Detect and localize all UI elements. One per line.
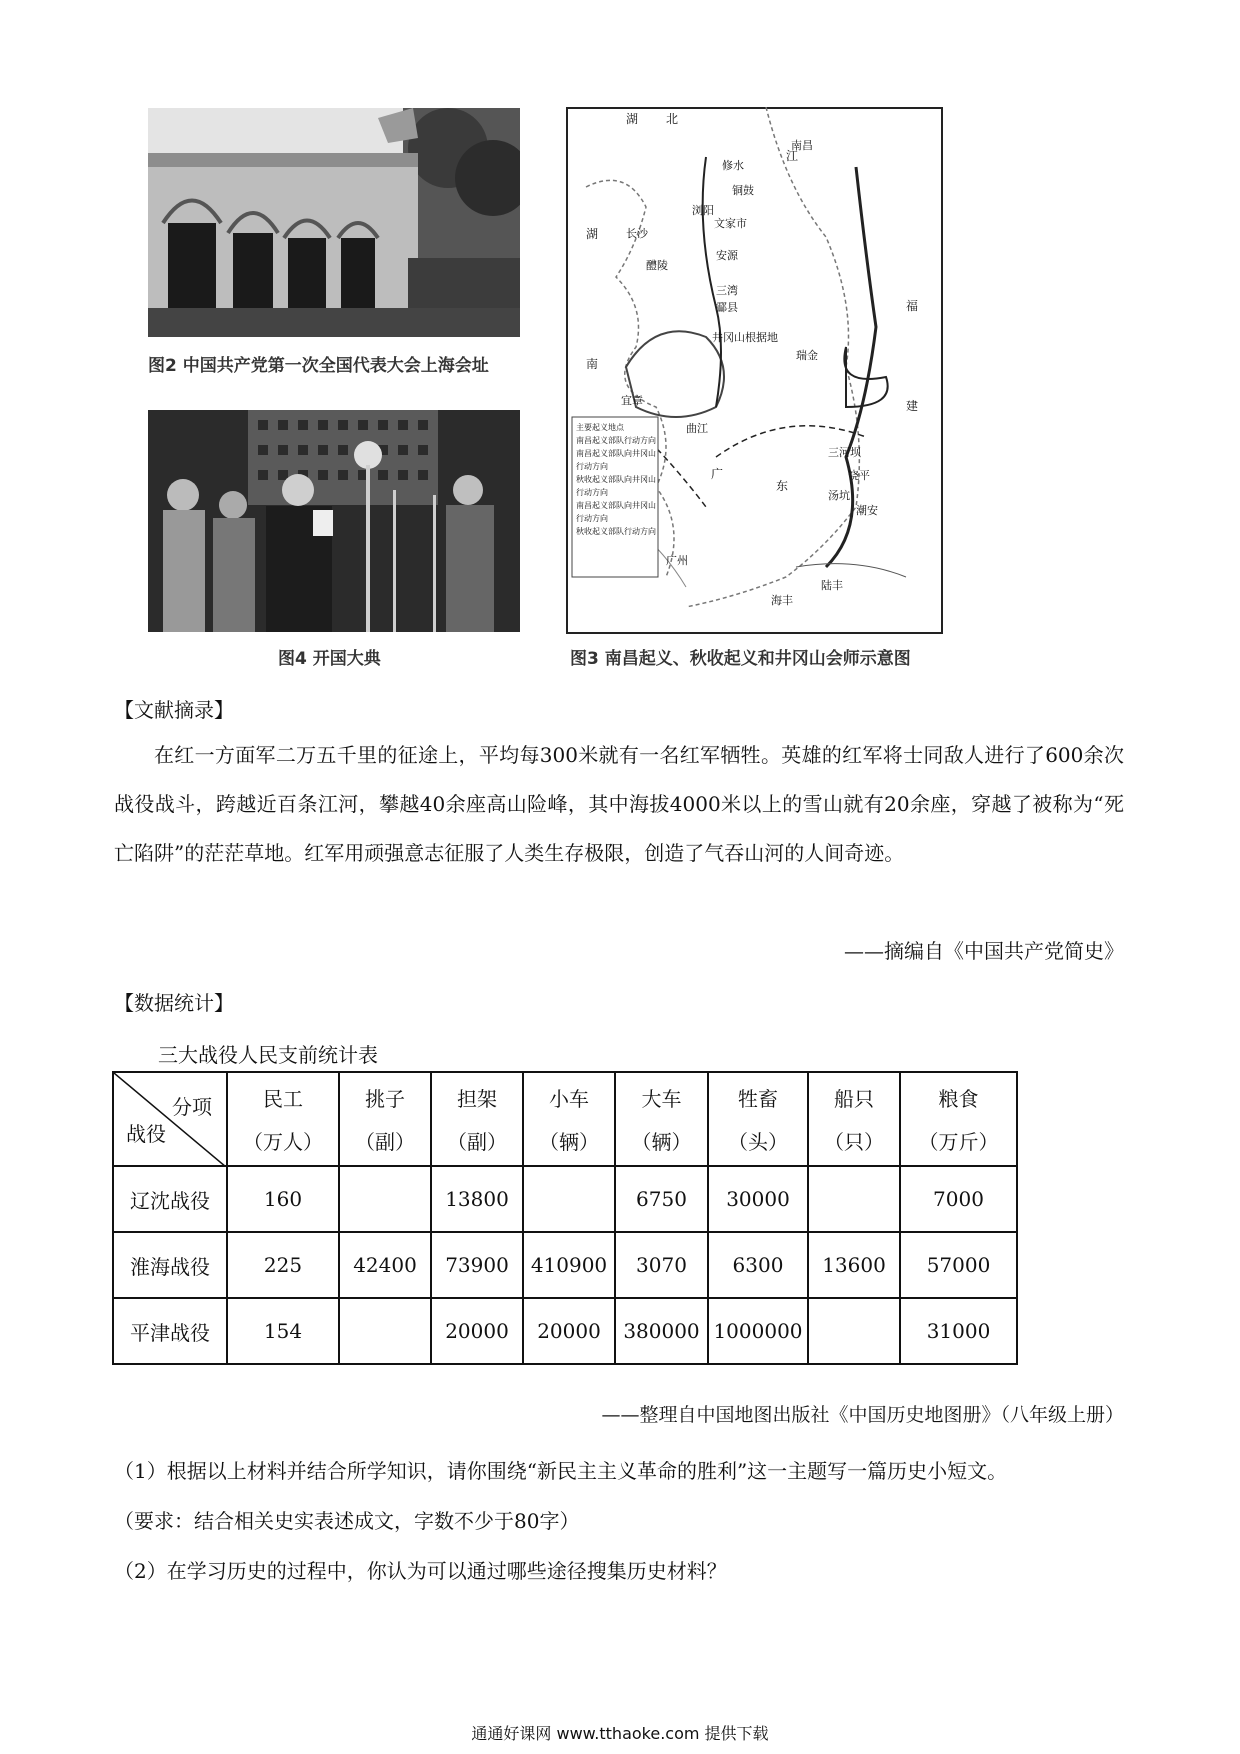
column-header: 牲畜 （头）	[708, 1072, 808, 1166]
statistics-source: ——整理自中国地图出版社《中国历史地图册》（八年级上册）	[601, 1404, 1124, 1426]
uprising-route-map	[566, 107, 943, 634]
column-header: 担架 （副）	[431, 1072, 523, 1166]
map-label: 东	[776, 479, 789, 493]
table-corner-cell	[113, 1072, 227, 1166]
table-cell: 154	[227, 1298, 339, 1364]
map-label: 南昌	[791, 139, 813, 152]
map-legend	[576, 421, 656, 538]
corner-top-label: 分项	[172, 1095, 212, 1119]
figure4-caption: 图4 开国大典	[278, 649, 381, 669]
literature-paragraph: 在红一方面军二万五千里的征途上，平均每300米就有一名红军牺牲。英雄的红军将士同敌人进行了600余次战役战斗，跨越近百条江河，攀越40余座高山险峰，其中海拔4000米以上的雪山就有20余座，穿越了被称为“死亡陷阱”的茫茫草地。红军用顽强意志征服了人类生存极限，创造了气吞山河的人间奇迹。	[114, 743, 1124, 865]
table-cell: 20000	[431, 1298, 523, 1364]
column-header: 大车 （辆）	[615, 1072, 708, 1166]
figure3-caption: 图3 南昌起义、秋收起义和井冈山会师示意图	[570, 649, 911, 669]
download-footer: 通通好课网 www.tthaoke.com 提供下载	[471, 1724, 769, 1743]
literature-heading: 【文献摘录】	[114, 698, 234, 722]
map-label: 福	[906, 299, 919, 313]
support-statistics-table	[112, 1071, 1018, 1365]
table-cell	[339, 1298, 431, 1364]
table-cell: 30000	[708, 1166, 808, 1232]
column-header: 小车 （辆）	[523, 1072, 615, 1166]
row-header: 淮海战役	[113, 1232, 227, 1298]
column-header: 船只 （只）	[808, 1072, 900, 1166]
map-label: 浏阳	[692, 204, 714, 217]
table-cell: 6750	[615, 1166, 708, 1232]
map-label: 宜章	[621, 394, 643, 407]
table-cell: 20000	[523, 1298, 615, 1364]
map-label: 陆丰	[821, 579, 843, 592]
table-title: 三大战役人民支前统计表	[158, 1043, 378, 1067]
column-header: 民工 （万人）	[227, 1072, 339, 1166]
map-label: 汤坑	[828, 489, 850, 502]
column-header: 挑子 （副）	[339, 1072, 431, 1166]
map-label: 铜鼓	[732, 184, 754, 197]
map-label: 三河坝	[828, 446, 861, 459]
table-cell: 380000	[615, 1298, 708, 1364]
table-cell: 6300	[708, 1232, 808, 1298]
legend-item: 南昌起义部队向井冈山行动方向	[576, 449, 656, 471]
congress-site-image	[148, 108, 520, 337]
map-label: 广州	[666, 554, 688, 567]
corner-bottom-label: 战役	[126, 1122, 166, 1146]
table-cell: 1000000	[708, 1298, 808, 1364]
map-label: 安源	[716, 249, 738, 262]
table-cell: 42400	[339, 1232, 431, 1298]
legend-item: 南昌起义部队行动方向	[576, 436, 656, 445]
table-row	[113, 1298, 1017, 1364]
table-cell: 160	[227, 1166, 339, 1232]
figure2-photo	[148, 108, 520, 337]
question-1-note: （要求：结合相关史实表述成文，字数不少于80字）	[114, 1509, 580, 1533]
column-header: 粮食 （万斤）	[900, 1072, 1017, 1166]
map-label: 北	[666, 112, 679, 126]
figure4-photo	[148, 410, 520, 632]
table-cell: 13600	[808, 1232, 900, 1298]
table-cell: 13800	[431, 1166, 523, 1232]
question-2: （2）在学习历史的过程中，你认为可以通过哪些途径搜集历史材料？	[114, 1559, 727, 1583]
table-cell: 57000	[900, 1232, 1017, 1298]
map-label: 海丰	[771, 594, 793, 607]
map-label: 文家市	[714, 217, 747, 230]
map-label: 长沙	[626, 227, 648, 240]
map-label: 建	[906, 399, 919, 413]
table-cell	[523, 1166, 615, 1232]
founding-ceremony-image	[148, 410, 520, 632]
map-label: 湖	[626, 112, 639, 126]
table-header-row	[113, 1072, 1017, 1166]
table-cell: 225	[227, 1232, 339, 1298]
table-row	[113, 1232, 1017, 1298]
legend-item: 秋收起义部队行动方向	[576, 527, 656, 536]
map-label: 醴陵	[646, 259, 668, 272]
table-cell: 3070	[615, 1232, 708, 1298]
table-cell: 7000	[900, 1166, 1017, 1232]
statistics-heading: 【数据统计】	[114, 991, 234, 1015]
table-cell	[339, 1166, 431, 1232]
legend-item: 南昌起义部队向井冈山行动方向	[576, 501, 656, 523]
map-label: 潮安	[856, 504, 878, 517]
figure3-map	[566, 107, 943, 634]
map-label: 曲江	[686, 422, 708, 435]
map-label: 三湾	[716, 284, 738, 297]
map-label: 南	[586, 357, 599, 371]
table-cell: 31000	[900, 1298, 1017, 1364]
legend-item: 主要起义地点	[576, 423, 624, 432]
table-row	[113, 1166, 1017, 1232]
map-label: 广	[711, 467, 724, 481]
legend-item: 秋收起义部队向井冈山行动方向	[576, 475, 656, 497]
map-label: 酃县	[716, 301, 738, 314]
map-label: 修水	[722, 159, 744, 172]
map-label: 井冈山根据地	[712, 331, 778, 344]
table-cell: 410900	[523, 1232, 615, 1298]
table-cell: 73900	[431, 1232, 523, 1298]
question-1: （1）根据以上材料并结合所学知识，请你围绕“新民主主义革命的胜利”这一主题写一篇历史小短文。	[114, 1459, 1008, 1483]
table-cell	[808, 1166, 900, 1232]
map-label: 湖	[586, 227, 599, 241]
literature-source: ——摘编自《中国共产党简史》	[844, 939, 1124, 963]
row-header: 辽沈战役	[113, 1166, 227, 1232]
map-label: 饶平	[848, 469, 870, 482]
map-label: 瑞金	[796, 349, 818, 362]
table-cell	[808, 1298, 900, 1364]
map-label: 江	[786, 149, 799, 163]
figure2-caption: 图2 中国共产党第一次全国代表大会上海会址	[148, 356, 489, 376]
row-header: 平津战役	[113, 1298, 227, 1364]
